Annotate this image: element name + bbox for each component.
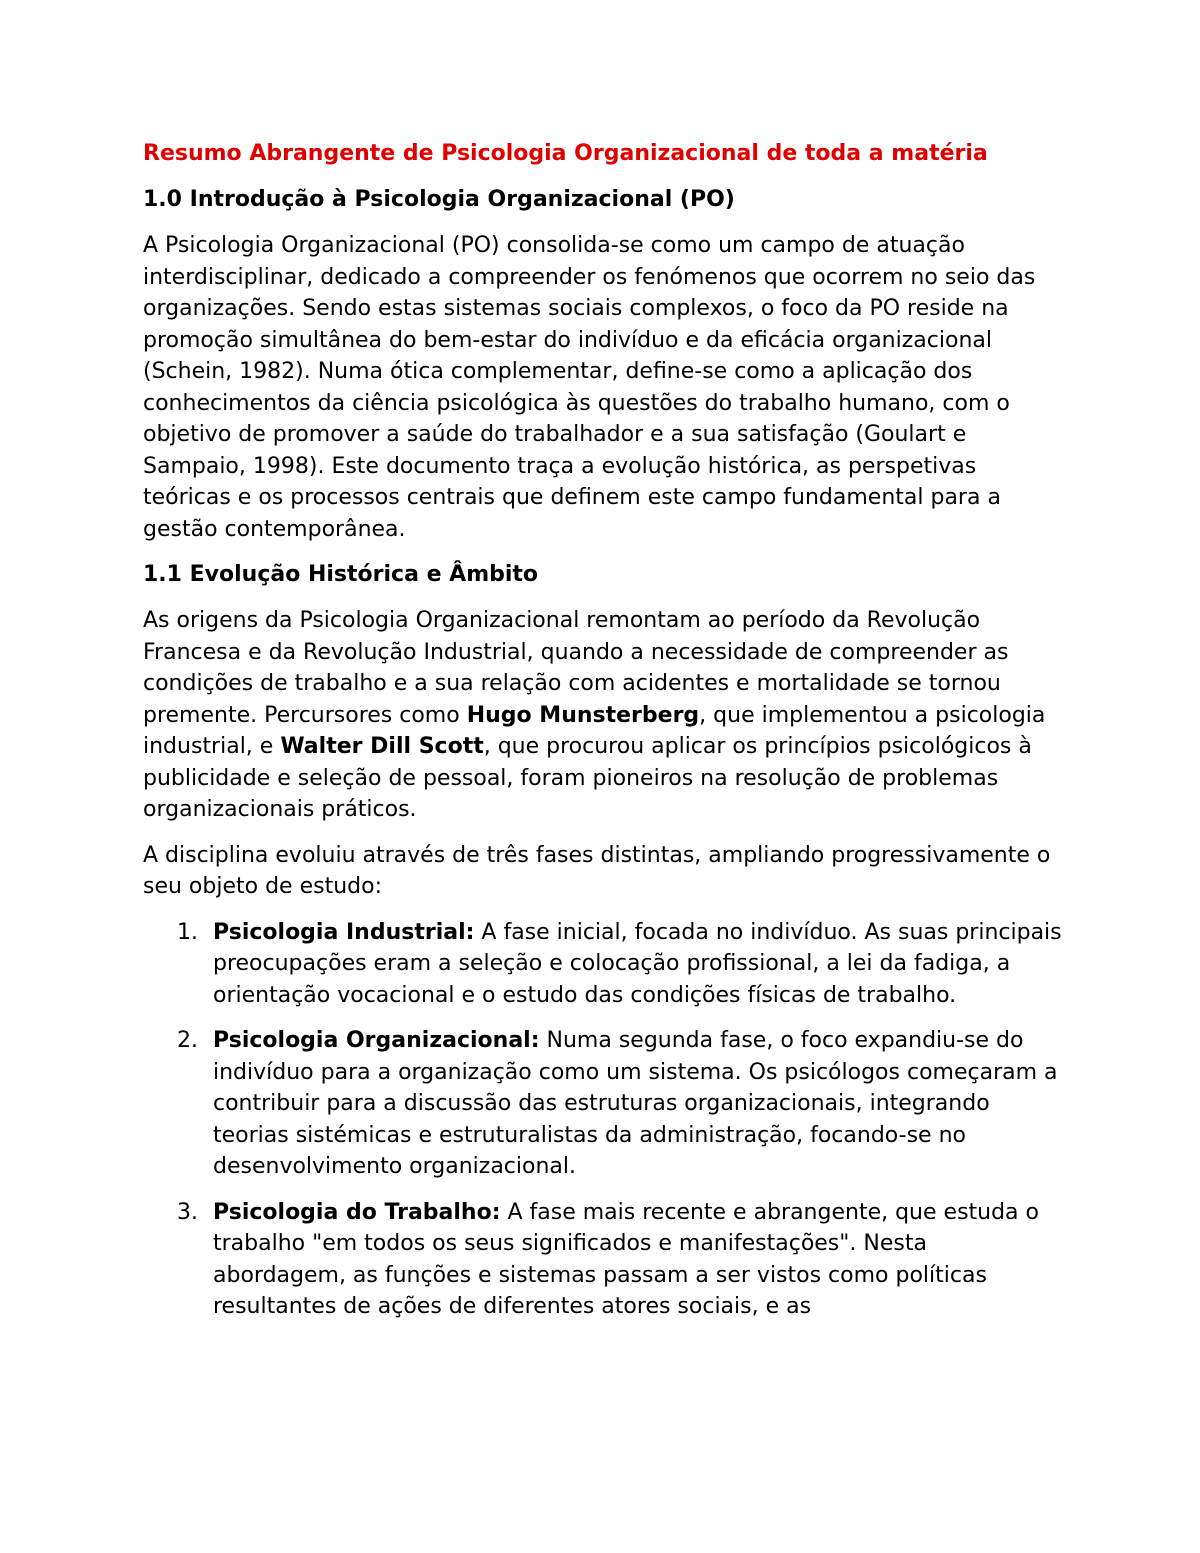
name-hugo-munsterberg: Hugo Munsterberg	[466, 702, 700, 728]
list-item-text: Numa segunda fase, o foco expandiu-se do indivíduo para a organização como um sistema. Os psicólogos começaram a contribuir para a discussão das estruturas organizacionais, integrando teorias sistémicas e estruturalistas da administração, focando-se no desenvolvimento organizacional.	[213, 1028, 1058, 1179]
phases-intro-paragraph: A disciplina evoluiu através de três fases distintas, ampliando progressivamente o seu objeto de estudo:	[143, 842, 1051, 899]
list-item	[143, 1025, 1063, 1183]
document-page	[143, 138, 1063, 1337]
list-item-text: A fase inicial, focada no indivíduo. As suas principais preocupações eram a seleção e colocação profissional, a lei da fadiga, a orientação vocacional e o estudo das condições físicas de trabalho.	[213, 919, 1062, 1008]
name-walter-dill-scott: Walter Dill Scott	[280, 734, 484, 759]
history-text-part2: , que implementou a psicologia industrial, e	[143, 702, 1046, 759]
history-paragraph	[143, 605, 1063, 826]
list-item	[143, 917, 1063, 1012]
list-item-label: Psicologia Organizacional:	[213, 1028, 540, 1053]
list-item-number: 2.	[177, 1028, 198, 1053]
list-item	[143, 1197, 1063, 1323]
list-item-label: Psicologia do Trabalho:	[213, 1199, 501, 1225]
list-item-text: A fase mais recente e abrangente, que estuda o trabalho "em todos os seus significados e manifestações". Nesta abordagem, as funções e sistemas passam a ser vistos como políticas resultantes de ações de diferentes atores sociais, e as	[213, 1199, 1039, 1319]
history-text-part3: , que procurou aplicar os princípios psicológicos à publicidade e seleção de pessoal, foram pioneiros na resolução de problemas organizacionais práticos.	[143, 734, 1032, 822]
history-text-part1: As origens da Psicologia Organizacional remontam ao período da Revolução Francesa e da Revolução Industrial, quando a necessidade de compreender as condições de trabalho e a sua relação com acidentes e mortalidade se tornou premente. Percursores como	[143, 608, 1009, 728]
intro-paragraph: A Psicologia Organizacional (PO) consolida-se como um campo de atuação interdisciplinar, dedicado a compreender os fenómenos que ocorrem no seio das organizações. Sendo estas sistemas sociais complexos, o foco da PO reside na promoção simultânea do bem-estar do indivíduo e da eficácia organizacional (Schein, 1982). Numa ótica complementar, define-se como a aplicação dos conhecimentos da ciência psicológica às questões do trabalho humano, com o objetivo de promover a saúde do trabalhador e a sua satisfação (Goulart e Sampaio, 1998). Este documento traça a evolução histórica, as perspetivas teóricas e os processos centrais que definem este campo fundamental para a gestão contemporânea.	[143, 233, 1036, 542]
section-heading-intro: 1.0 Introdução à Psicologia Organizacional (PO)	[143, 187, 735, 212]
document-title: Resumo Abrangente de Psicologia Organizacional de toda a matéria	[143, 141, 988, 166]
section-heading-history: 1.1 Evolução Histórica e Âmbito	[143, 562, 539, 587]
phases-list	[143, 917, 1063, 1323]
list-item-label: Psicologia Industrial:	[213, 919, 475, 945]
list-item-number: 1.	[177, 919, 198, 945]
list-item-number: 3.	[177, 1199, 198, 1225]
